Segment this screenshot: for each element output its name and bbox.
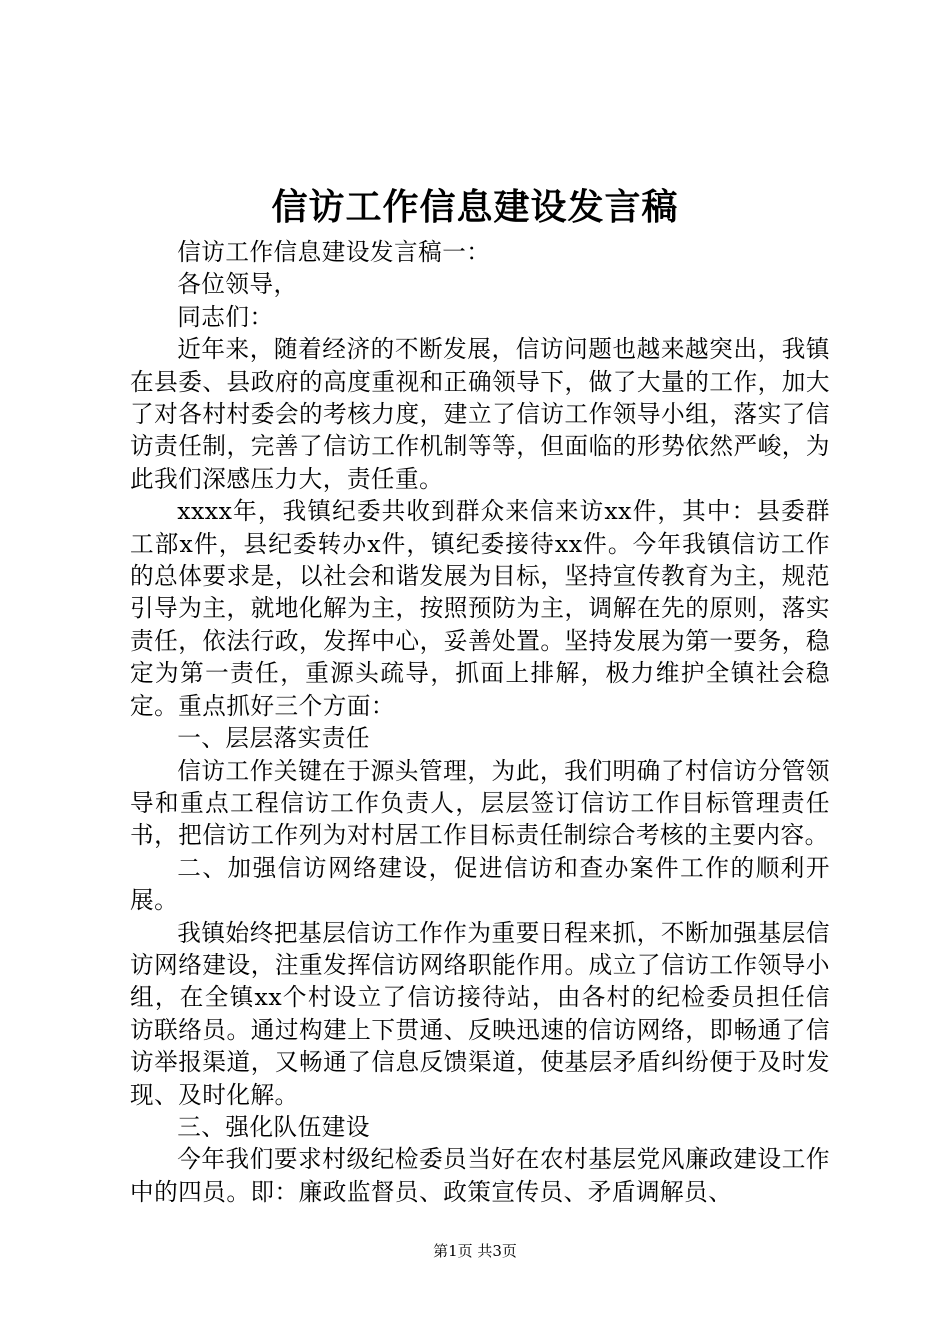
page-footer: 第1页 共3页: [433, 1242, 517, 1260]
paragraph-section-2: 我镇始终把基层信访工作作为重要日程来抓，不断加强基层信访网络建设，注重发挥信访网络职能作用。成立了信访工作领导小组，在全镇xx个村设立了信访接待站，由各村的纪检委员担任信访联络员。通过构建上下贯通、反映迅速的信访网络，即畅通了信访举报渠道，又畅通了信息反馈渠道，使基层矛盾纠纷便于及时发现、及时化解。: [130, 918, 830, 1109]
document-body: [130, 236, 830, 1208]
section-heading-1: 一、层层落实责任: [177, 724, 370, 753]
paragraph-salutation-comrades: 同志们：: [177, 302, 274, 331]
paragraph-section-3: 今年我们要求村级纪检委员当好在农村基层党风廉政建设工作中的四员。即：廉政监督员、政策宣传员、矛盾调解员、: [130, 1145, 830, 1206]
document-title: 信访工作信息建设发言稿: [271, 186, 679, 228]
paragraph-intro: 近年来，随着经济的不断发展，信访问题也越来越突出，我镇在县委、县政府的高度重视和正确领导下，做了大量的工作，加大了对各村村委会的考核力度，建立了信访工作领导小组，落实了信访责任制，完善了信访工作机制等等，但面临的形势依然严峻，为此我们深感压力大，责任重。: [130, 335, 830, 493]
section-heading-3: 三、强化队伍建设: [177, 1112, 370, 1141]
paragraph-heading-line: 信访工作信息建设发言稿一：: [177, 238, 491, 266]
paragraph-section-1: 信访工作关键在于源头管理，为此，我们明确了村信访分管领导和重点工程信访工作负责人，层层签订信访工作目标管理责任书，把信访工作列为对村居工作目标责任制综合考核的主要内容。: [130, 756, 830, 850]
section-heading-2: 二、加强信访网络建设，促进信访和查办案件工作的顺利开展。: [130, 853, 830, 915]
paragraph-statistics: xxxx年，我镇纪委共收到群众来信来访xx件，其中：县委群工部x件，县纪委转办x件，镇纪委接待xx件。今年我镇信访工作的总体要求是，以社会和谐发展为目标，坚持宣传教育为主，规范引导为主，就地化解为主，按照预防为主，调解在先的原则，落实责任，依法行政，发挥中心，妥善处置。坚持发展为第一要务，稳定为第一责任，重源头疏导，抓面上排解，极力维护全镇社会稳定。重点抓好三个方面：: [130, 497, 830, 720]
paragraph-salutation-leaders: 各位领导，: [177, 270, 298, 299]
